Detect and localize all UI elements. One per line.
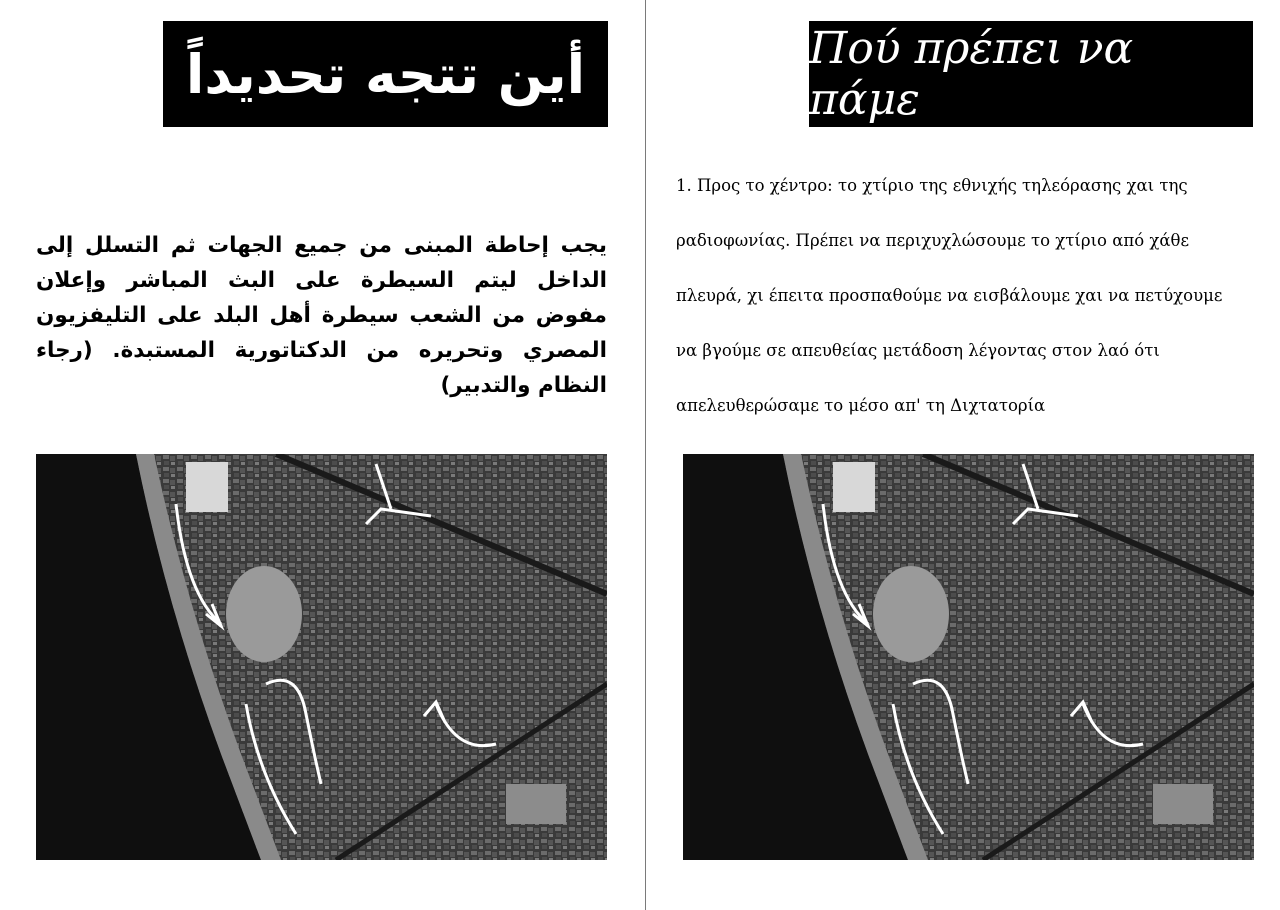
- arabic-title: أين تتجه تحديداً: [185, 42, 586, 106]
- greek-title-banner: [809, 21, 1253, 127]
- satellite-map-left: [36, 454, 607, 860]
- greek-body-text: 1. Προς το χέντρο: το χτίριο της εθνιχής τηλεόρασης χαι της ραδιοφωνίας. Πρέπει να περιχυχλώσουμε το χτίριο από χάθε πλευρά, χι έπειτα προσπαθούμε να εισβάλουμε χαι να πετύχουμε να βγούμε σε απευθείας μετάδοση λέγοντας στον λαό ότι απελευθερώσαμε το μέσο απ' τη Διχτατορία: [676, 176, 1223, 415]
- arabic-title-banner: [163, 21, 608, 127]
- satellite-map-right: [683, 454, 1254, 860]
- greek-title: Πού πρέπει να πάμε: [809, 23, 1134, 125]
- arabic-body-text: يجب إحاطة المبنى من جميع الجهات ثم التسلل إلى الداخل ليتم السيطرة على البث المباشر وإعلان مفوض من الشعب سيطرة أهل البلد على التليفزيون المصري وتحريره من الدكتاتورية المستبدة. (رجاء النظام والتدبير): [36, 233, 607, 398]
